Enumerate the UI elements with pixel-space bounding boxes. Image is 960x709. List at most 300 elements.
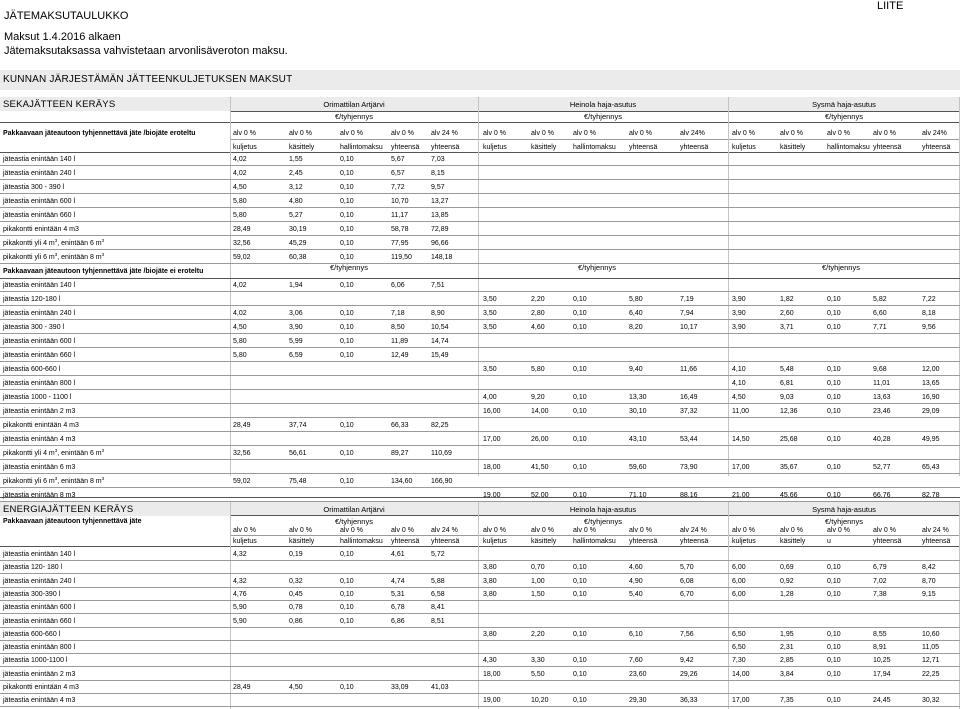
energia-value: 4,60 xyxy=(629,564,643,572)
notsep-value: 3,71 xyxy=(780,324,794,331)
notsep-value: 35,67 xyxy=(780,464,798,471)
row-rule xyxy=(0,459,960,460)
seka-value: 11,17 xyxy=(391,212,408,219)
seka-value: 45,29 xyxy=(289,240,307,247)
energia-value: 1,95 xyxy=(780,630,794,638)
energia-col-11: kuljetus xyxy=(732,538,756,545)
energia-row-label: jäteastia enintään 2 m3 xyxy=(3,670,76,678)
notsep-value: 0,10 xyxy=(573,492,587,499)
energia-value: 29,26 xyxy=(680,670,698,678)
notsep-value: 12,36 xyxy=(780,408,798,415)
per-emptying-label: €/tyhjennys xyxy=(584,112,622,121)
energia-value: 2,31 xyxy=(780,644,794,652)
notsep-value: 23,46 xyxy=(873,408,891,415)
notsep-value: 25,68 xyxy=(780,436,798,443)
column-rule xyxy=(728,502,729,709)
energia-value: 36,33 xyxy=(680,697,698,705)
energia-vat-10: alv 24 % xyxy=(680,527,707,534)
notsep-row-label: jäteastia enintään 8 m3 xyxy=(3,492,76,499)
notsep-value: 0,10 xyxy=(340,338,354,345)
notsep-row-label: jäteastia enintään 4 m3 xyxy=(3,436,76,443)
energia-vat-11: alv 0 % xyxy=(732,527,755,534)
energia-value: 7,30 xyxy=(732,657,746,665)
seka-vat-6: alv 0 % xyxy=(483,130,506,137)
notsep-value: 41,50 xyxy=(531,464,549,471)
energia-value: 0,10 xyxy=(340,684,354,691)
seka-col-8: hallintomaksu xyxy=(573,144,616,151)
energia-vat-8: alv 0 % xyxy=(573,527,596,534)
seka-col-7: käsittely xyxy=(531,144,557,151)
energia-value: 9,15 xyxy=(922,590,936,598)
notsep-value: 5,80 xyxy=(629,296,643,303)
energia-value: 0,10 xyxy=(573,697,587,705)
notsep-value: 13,63 xyxy=(873,394,891,401)
energia-value: 6,00 xyxy=(732,577,746,585)
notsep-value: 88,16 xyxy=(680,492,698,499)
energia-col-2: käsittely xyxy=(289,538,315,545)
energia-vat-6: alv 0 % xyxy=(483,527,506,534)
row-rule xyxy=(0,249,960,250)
energia-col-10: yhteensä xyxy=(680,538,709,545)
row-rule xyxy=(0,278,960,279)
notsep-value: 16,49 xyxy=(680,394,698,401)
energia-value: 0,10 xyxy=(340,617,354,625)
notsep-value: 0,10 xyxy=(340,324,354,331)
energia-value: 4,30 xyxy=(483,657,497,665)
seka-col-11: kuljetus xyxy=(732,144,756,151)
energia-vat-9: alv 0 % xyxy=(629,527,652,534)
notsep-value: 52,00 xyxy=(531,492,549,499)
seka-value: 77,95 xyxy=(391,240,409,247)
notsep-value: 3,50 xyxy=(483,310,497,317)
group-name-2: Heinola haja-asutus xyxy=(569,505,637,514)
per-emptying-label: €/tyhjennys xyxy=(335,112,373,121)
energia-value: 6,10 xyxy=(629,630,643,638)
notsep-value: 0,10 xyxy=(573,324,587,331)
notsep-row-label: jäteastia 1000 - 1100 l xyxy=(3,394,72,401)
seka-col-3: hallintomaksu xyxy=(340,144,383,151)
seka-vat-14: alv 0 % xyxy=(873,130,896,137)
row-rule xyxy=(0,487,960,488)
notsep-value: 9,56 xyxy=(922,324,936,331)
energia-vat-1: alv 0 % xyxy=(233,527,256,534)
energia-value: 4,76 xyxy=(233,590,247,598)
group-name-3: Sysmä haja-asutus xyxy=(812,505,876,514)
energia-value: 4,74 xyxy=(391,577,405,585)
seka-row-label: jäteastia enintään 140 l xyxy=(3,156,75,163)
seka-vat-8: alv 0 % xyxy=(573,130,596,137)
seka-row-label: pikakontti enintään 4 m3 xyxy=(3,226,79,233)
seka-col-2: käsittely xyxy=(289,144,315,151)
notsep-value: 2,80 xyxy=(531,310,545,317)
energia-value: 6,50 xyxy=(732,630,746,638)
notsep-value: 8,20 xyxy=(629,324,643,331)
notsep-value: 0,10 xyxy=(827,436,841,443)
energia-value: 4,50 xyxy=(289,684,303,691)
notsep-value: 8,18 xyxy=(922,310,936,317)
notsep-value: 110,69 xyxy=(431,450,452,457)
notsep-value: 56,61 xyxy=(289,450,307,457)
seka-value: 58,78 xyxy=(391,226,409,233)
energia-value: 6,08 xyxy=(680,577,694,585)
energia-value: 1,28 xyxy=(780,590,794,598)
energia-value: 3,80 xyxy=(483,590,497,598)
energia-value: 8,41 xyxy=(431,604,445,612)
seka-value: 0,10 xyxy=(340,198,354,205)
notsep-value: 8,90 xyxy=(431,310,445,317)
notsep-value: 0,10 xyxy=(340,352,354,359)
notsep-row-label: jäteastia 300 - 390 l xyxy=(3,324,65,331)
notsep-value: 5,48 xyxy=(780,366,794,373)
energia-value: 0,10 xyxy=(573,577,587,585)
seka-value: 60,38 xyxy=(289,254,307,261)
group-name-3: Sysmä haja-asutus xyxy=(812,100,876,109)
notsep-value: 14,00 xyxy=(531,408,549,415)
notsep-value: 1,82 xyxy=(780,296,794,303)
row-rule xyxy=(0,587,960,588)
seka-col-1: kuljetus xyxy=(233,144,257,151)
energia-row-label: jäteastia 1000-1100 l xyxy=(3,657,68,665)
notsep-value: 13,30 xyxy=(629,394,647,401)
row-rule xyxy=(0,666,960,667)
energia-value: 8,42 xyxy=(922,564,936,572)
seka-value: 0,10 xyxy=(340,212,354,219)
notsep-value: 49,95 xyxy=(922,436,940,443)
energia-col-9: yhteensä xyxy=(629,538,658,545)
energia-value: 41,03 xyxy=(431,684,449,691)
notsep-value: 10,17 xyxy=(680,324,698,331)
notsep-row-label: jäteastia enintään 240 l xyxy=(3,310,75,317)
energia-value: 18,00 xyxy=(483,670,501,678)
notsep-value: 1,94 xyxy=(289,282,303,289)
energia-value: 5,88 xyxy=(431,577,445,585)
energia-col-14: yhteensä xyxy=(873,538,902,545)
energia-value: 6,70 xyxy=(680,590,694,598)
notsep-value: 0,10 xyxy=(827,492,841,499)
energia-value: 14,00 xyxy=(732,670,750,678)
energia-row-label: jäteastia enintään 800 l xyxy=(3,644,75,652)
notsep-value: 19,00 xyxy=(483,492,501,499)
notsep-value: 6,40 xyxy=(629,310,643,317)
notsep-value: 0,10 xyxy=(573,310,587,317)
notsep-row-label: pikakontti yli 6 $m^3$, enintään 8 $m^3$ xyxy=(3,476,105,485)
column-rule xyxy=(230,97,231,476)
row-rule xyxy=(0,152,960,153)
energia-row-label: jäteastia enintään 4 m3 xyxy=(3,697,76,705)
notsep-value: 5,80 xyxy=(233,352,247,359)
seka-value: 0,10 xyxy=(340,184,354,191)
row-rule xyxy=(0,417,960,418)
energia-vat-12: alv 0 % xyxy=(780,527,803,534)
notsep-value: 0,10 xyxy=(827,380,841,387)
notsep-value: 53,44 xyxy=(680,436,698,443)
column-rule xyxy=(728,97,729,476)
seka-value: 32,56 xyxy=(233,240,251,247)
seka-vat-3: alv 0 % xyxy=(340,130,363,137)
notsep-value: 43,10 xyxy=(629,436,647,443)
notsep-value: 14,50 xyxy=(732,436,750,443)
notsep-value: 21,00 xyxy=(732,492,750,499)
notsep-value: 6,06 xyxy=(391,282,405,289)
row-rule xyxy=(0,693,960,694)
row-rule xyxy=(0,403,960,404)
energia-row-label: jäteastia 120- 180 l xyxy=(3,564,63,572)
notsep-value: 8,50 xyxy=(391,324,405,331)
energia-value: 8,91 xyxy=(873,644,887,652)
notsep-value: 0,10 xyxy=(340,422,354,429)
energia-subtitle: Pakkaavaan jäteautoon tyhjennettävä jäte xyxy=(3,518,142,525)
notsep-subtitle: Pakkaavaan jäteautoon tyhjennettävä jäte /biojäte ei eroteltu xyxy=(3,268,204,275)
notsep-row-label: jäteastia enintään 600 l xyxy=(3,338,75,345)
seka-value: 30,19 xyxy=(289,226,307,233)
seka-value: 5,80 xyxy=(233,198,247,205)
energia-col-13: u xyxy=(827,538,831,545)
notsep-value: 40,28 xyxy=(873,436,891,443)
notsep-value: 16,00 xyxy=(483,408,501,415)
seka-value: 13,27 xyxy=(431,198,449,205)
notsep-per-1: €/tyhjennys xyxy=(330,263,368,272)
notsep-value: 5,82 xyxy=(873,296,887,303)
notsep-value: 7,94 xyxy=(680,310,694,317)
seka-vat-10: alv 24% xyxy=(680,130,705,137)
energia-value: 3,80 xyxy=(483,630,497,638)
notsep-value: 3,90 xyxy=(289,324,303,331)
row-rule xyxy=(0,291,960,292)
per-emptying-label: €/tyhjennys xyxy=(825,517,863,526)
notsep-value: 75,48 xyxy=(289,478,307,485)
energia-col-1: kuljetus xyxy=(233,538,257,545)
notsep-value: 59,60 xyxy=(629,464,647,471)
energia-value: 22,25 xyxy=(922,670,940,678)
energia-value: 3,80 xyxy=(483,577,497,585)
seka-value: 0,10 xyxy=(340,254,354,261)
notsep-value: 3,90 xyxy=(732,324,746,331)
seka-title: SEKAJÄTTEEN KERÄYS xyxy=(3,99,116,110)
seka-value: 28,49 xyxy=(233,226,251,233)
seka-value: 59,02 xyxy=(233,254,251,261)
notsep-value: 2,20 xyxy=(531,296,545,303)
notsep-value: 7,19 xyxy=(680,296,694,303)
notsep-value: 0,10 xyxy=(340,282,354,289)
notsep-value: 0,10 xyxy=(573,408,587,415)
row-rule xyxy=(0,193,960,194)
energia-value: 1,50 xyxy=(531,590,545,598)
energia-col-5: yhteensä xyxy=(431,538,460,545)
energia-value: 8,55 xyxy=(873,630,887,638)
seka-row-label: jäteastia enintään 660 l xyxy=(3,212,75,219)
per-emptying-label: €/tyhjennys xyxy=(584,517,622,526)
energia-value: 28,49 xyxy=(233,684,251,691)
energia-value: 0,69 xyxy=(780,564,794,572)
notsep-value: 4,02 xyxy=(233,310,247,317)
energia-value: 6,79 xyxy=(873,564,887,572)
seka-value: 4,50 xyxy=(233,184,247,191)
row-rule xyxy=(0,640,960,641)
notsep-value: 0,10 xyxy=(827,394,841,401)
seka-row-label: pikakontti yli 4 $m^3$, enintään 6 $m^3$ xyxy=(3,238,105,247)
energia-value: 6,50 xyxy=(732,644,746,652)
seka-value: 6,57 xyxy=(391,170,405,177)
notsep-value: 3,50 xyxy=(483,324,497,331)
notsep-row-label: jäteastia enintään 2 m3 xyxy=(3,408,76,415)
row-rule xyxy=(0,431,960,432)
seka-value: 5,27 xyxy=(289,212,303,219)
notsep-row-label: pikakontti yli 4 $m^3$, enintään 6 $m^3$ xyxy=(3,448,105,457)
notsep-value: 0,10 xyxy=(827,296,841,303)
row-rule xyxy=(0,389,960,390)
energia-value: 0,10 xyxy=(827,644,841,652)
seka-value: 5,67 xyxy=(391,156,405,163)
notsep-row-label: jäteastia enintään 800 l xyxy=(3,380,75,387)
energia-vat-15: alv 24 % xyxy=(922,527,949,534)
row-rule xyxy=(230,139,960,140)
energia-value: 0,10 xyxy=(573,564,587,572)
energia-value: 3,84 xyxy=(780,670,794,678)
row-rule xyxy=(0,361,960,362)
seka-value: 148,18 xyxy=(431,254,453,261)
energia-value: 0,10 xyxy=(827,590,841,598)
row-rule xyxy=(0,347,960,348)
notsep-value: 6,60 xyxy=(873,310,887,317)
energia-row-label: jäteastia enintään 600 l xyxy=(3,604,75,612)
notsep-value: 26,00 xyxy=(531,436,549,443)
notsep-value: 4,10 xyxy=(732,380,746,387)
row-rule xyxy=(0,600,960,601)
seka-row-label: pikakontti yli 6 $m^3$, enintään 8 $m^3$ xyxy=(3,252,105,261)
seka-value: 13,85 xyxy=(431,212,449,219)
notsep-value: 9,40 xyxy=(629,366,643,373)
seka-value: 4,02 xyxy=(233,170,247,177)
notsep-value: 16,90 xyxy=(922,394,940,401)
seka-value: 4,80 xyxy=(289,198,303,205)
energia-value: 17,94 xyxy=(873,670,891,678)
energia-value: 6,00 xyxy=(732,564,746,572)
notsep-value: 4,00 xyxy=(483,394,497,401)
seka-value: 4,02 xyxy=(233,156,247,163)
notsep-value: 0,10 xyxy=(827,408,841,415)
notsep-value: 0,10 xyxy=(827,310,841,317)
notsep-value: 13,65 xyxy=(922,380,940,387)
seka-value: 10,70 xyxy=(391,198,409,205)
energia-value: 0,10 xyxy=(573,590,587,598)
row-rule xyxy=(0,445,960,446)
notsep-value: 0,10 xyxy=(340,310,354,317)
notsep-value: 4,60 xyxy=(531,324,545,331)
seka-col-15: yhteensä xyxy=(922,144,951,151)
notsep-value: 5,99 xyxy=(289,338,303,345)
energia-value: 7,56 xyxy=(680,630,694,638)
group-name-1: Orimattilan Artjärvi xyxy=(323,100,385,109)
row-rule xyxy=(0,680,960,681)
seka-value: 5,80 xyxy=(233,212,247,219)
notsep-value: 10,54 xyxy=(431,324,449,331)
energia-value: 4,90 xyxy=(629,577,643,585)
row-rule xyxy=(230,515,960,516)
notsep-value: 12,00 xyxy=(922,366,940,373)
row-rule xyxy=(0,305,960,306)
notsep-value: 18,00 xyxy=(483,464,501,471)
energia-value: 6,86 xyxy=(391,617,405,625)
seka-value: 72,89 xyxy=(431,226,449,233)
notsep-per-2: €/tyhjennys xyxy=(578,263,616,272)
energia-value: 6,78 xyxy=(391,604,405,612)
energia-value: 0,45 xyxy=(289,590,303,598)
energia-value: 9,42 xyxy=(680,657,694,665)
seka-row-label: jäteastia enintään 600 l xyxy=(3,198,75,205)
seka-value: 0,10 xyxy=(340,170,354,177)
energia-value: 0,10 xyxy=(573,657,587,665)
energia-value: 0,10 xyxy=(827,564,841,572)
row-rule xyxy=(0,627,960,628)
notsep-value: 3,90 xyxy=(732,310,746,317)
notsep-value: 3,50 xyxy=(483,296,497,303)
row-rule xyxy=(0,546,960,547)
notsep-value: 4,50 xyxy=(732,394,746,401)
group-name-1: Orimattilan Artjärvi xyxy=(323,505,385,514)
row-rule xyxy=(0,473,960,474)
energia-value: 0,70 xyxy=(531,564,545,572)
notsep-value: 134,60 xyxy=(391,478,413,485)
energia-value: 5,90 xyxy=(233,604,247,612)
energia-value: 0,10 xyxy=(827,670,841,678)
seka-value: 2,45 xyxy=(289,170,303,177)
group-name-2: Heinola haja-asutus xyxy=(569,100,637,109)
notsep-value: 0,10 xyxy=(573,436,587,443)
seka-value: 0,10 xyxy=(340,226,354,233)
energia-value: 12,71 xyxy=(922,657,940,665)
energia-vat-4: alv 0 % xyxy=(391,527,414,534)
seka-row-label: jäteastia 300 - 390 l xyxy=(3,184,65,191)
notsep-value: 0,10 xyxy=(827,366,841,373)
notsep-value: 166,90 xyxy=(431,478,453,485)
energia-vat-5: alv 24 % xyxy=(431,527,458,534)
energia-value: 0,10 xyxy=(827,697,841,705)
notsep-value: 11,89 xyxy=(391,338,408,345)
notsep-value: 52,77 xyxy=(873,464,891,471)
notsep-value: 7,22 xyxy=(922,296,936,303)
notsep-value: 29,09 xyxy=(922,408,940,415)
energia-value: 8,70 xyxy=(922,577,936,585)
notsep-value: 9,68 xyxy=(873,366,887,373)
energia-value: 0,10 xyxy=(340,604,354,612)
notsep-value: 0,10 xyxy=(573,366,587,373)
energia-value: 5,72 xyxy=(431,551,445,558)
notsep-value: 7,51 xyxy=(431,282,445,289)
row-rule xyxy=(0,221,960,222)
seka-vat-2: alv 0 % xyxy=(289,130,312,137)
notsep-value: 9,03 xyxy=(780,394,794,401)
energia-value: 17,00 xyxy=(732,697,750,705)
row-rule xyxy=(0,263,960,264)
seka-value: 0,10 xyxy=(340,240,354,247)
energia-value: 2,20 xyxy=(531,630,545,638)
energia-value: 10,25 xyxy=(873,657,891,665)
energia-value: 0,10 xyxy=(340,590,354,598)
energia-col-6: kuljetus xyxy=(483,538,507,545)
energia-value: 0,32 xyxy=(289,577,303,585)
energia-value: 0,10 xyxy=(573,670,587,678)
energia-value: 5,50 xyxy=(531,670,545,678)
notsep-value: 66,76 xyxy=(873,492,891,499)
seka-value: 9,57 xyxy=(431,184,445,191)
energia-value: 0,10 xyxy=(573,630,587,638)
energia-title: ENERGIAJÄTTEEN KERÄYS xyxy=(3,504,134,515)
energia-value: 0,10 xyxy=(340,577,354,585)
energia-value: 0,10 xyxy=(827,630,841,638)
energia-value: 3,30 xyxy=(531,657,545,665)
notsep-value: 11,01 xyxy=(873,380,890,387)
seka-vat-5: alv 24 % xyxy=(431,130,458,137)
